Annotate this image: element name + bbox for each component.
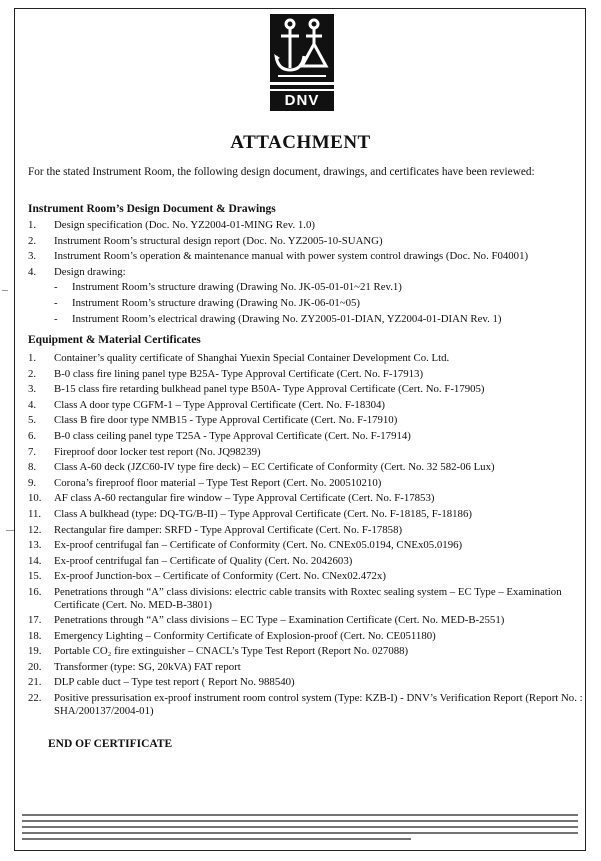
list-item-text: Design specification (Doc. No. YZ2004-01-MING Rev. 1.0) [54, 219, 315, 231]
list-item-text: Rectangular fire damper: SRFD - Type Approval Certificate (Cert. No. F-17858) [54, 523, 403, 536]
list-item [28, 249, 584, 265]
list-item-text: Ex-proof Junction-box – Certificate of Conformity (Cert. No. CNex02.472x) [54, 570, 386, 583]
list-item-text: Design drawing: [54, 265, 126, 278]
list-item [28, 554, 584, 570]
list-number: 1. [28, 219, 37, 231]
list-item-text: B-0 class ceiling panel type T25A - Type Approval Certificate (Cert. No. F-17914) [54, 429, 411, 442]
list-number: 7. [28, 445, 37, 458]
list-number: 12. [28, 523, 42, 536]
list-item [28, 367, 584, 383]
list-number: 11. [28, 507, 42, 520]
list-item [28, 585, 584, 613]
list-item-text: Instrument Room’s structure drawing (Drawing No. JK-05-01-01~21 Rev.1) [72, 281, 402, 294]
list-number: 2. [28, 367, 37, 380]
list-item-text: Class B fire door type NMB15 - Type Approval Certificate (Cert. No. F-17910) [54, 414, 398, 427]
list-item-text: Corona’s fireproof floor material – Type Test Report (Cert. No. 200510210) [54, 476, 382, 489]
list-number: 15. [28, 570, 42, 583]
list-item-text: Ex-proof centrifugal fan – Certificate of Conformity (Cert. No. CNEx05.0194, CNEx05.0196) [54, 539, 463, 552]
list-item [28, 613, 584, 629]
intro-paragraph: For the stated Instrument Room, the following design document, drawings, and certificates have been reviewed: [28, 166, 535, 178]
list-item [28, 476, 584, 492]
list-number: 17. [28, 613, 42, 626]
fine-print-disclaimer [22, 814, 578, 844]
list-item-text: Ex-proof centrifugal fan – Certificate of Quality (Cert. No. 2042603) [54, 554, 353, 567]
list-subitem [28, 280, 584, 296]
list-item-text: Portable CO₂ fire extinguisher – CNACL’s Type Test Report (Report No. 027088) [54, 645, 409, 658]
list-item-text: Container’s quality certificate of Shanghai Yuexin Special Container Development Co. Ltd. [54, 352, 450, 364]
list-item [28, 218, 584, 234]
list-dash: - [54, 281, 58, 294]
list-dash: - [54, 312, 58, 325]
list-subitem [28, 312, 584, 328]
logo-wordmark: DNV [270, 91, 334, 111]
list-number: 2. [28, 234, 37, 247]
list-item-text: DLP cable duct – Type test report ( Report No. 988540) [54, 676, 295, 689]
list-item-text: Fireproof door locker test report (No. JQ98239) [54, 445, 261, 458]
list-item [28, 507, 584, 523]
list-dash: - [54, 296, 58, 309]
section-heading-certificates: Equipment & Material Certificates [28, 334, 201, 346]
margin-mark [6, 530, 14, 531]
list-number: 21. [28, 676, 42, 689]
list-item-text: Instrument Room’s structural design report (Doc. No. YZ2005-10-SUANG) [54, 234, 383, 247]
list-item-text: B-0 class fire lining panel type B25A- Type Approval Certificate (Cert. No. F-17913) [54, 367, 424, 380]
list-number: 3. [28, 383, 37, 396]
list-item-text: Penetrations through “A” class divisions – EC Type – Examination Certificate (Cert. No. MED-B-2551) [54, 613, 505, 626]
design-document-list [28, 218, 584, 327]
page-title: ATTACHMENT [230, 132, 371, 153]
list-item-text: B-15 class fire retarding bulkhead panel type B50A- Type Approval Certificate (Cert. No. F-17905) [54, 383, 485, 396]
list-number: 16. [28, 585, 42, 598]
list-item [28, 429, 584, 445]
list-item [28, 382, 584, 398]
list-item [28, 675, 584, 691]
list-item-text: Emergency Lighting – Conformity Certificate of Explosion-proof (Cert. No. CE051180) [54, 629, 436, 642]
list-item [28, 629, 584, 645]
list-item [28, 523, 584, 539]
list-number: 18. [28, 629, 42, 642]
list-number: 20. [28, 660, 42, 673]
section-heading-design: Instrument Room’s Design Document & Drawings [28, 203, 276, 215]
margin-mark [2, 290, 8, 291]
logo-divider [270, 85, 334, 89]
list-item-text: Instrument Room’s operation & maintenance manual with power system control drawings (Doc. No. F04001) [54, 250, 529, 263]
list-number: 22. [28, 691, 42, 704]
certificate-list [28, 351, 584, 719]
list-item [28, 491, 584, 507]
list-item [28, 460, 584, 476]
list-number: 3. [28, 250, 37, 263]
list-number: 14. [28, 554, 42, 567]
list-number: 9. [28, 476, 37, 489]
list-item-text: Instrument Room’s electrical drawing (Drawing No. ZY2005-01-DIAN, YZ2004-01-DIAN Rev. 1) [72, 312, 502, 325]
list-item [28, 691, 584, 719]
list-item-text: Class A door type CGFM-1 – Type Approval Certificate (Cert. No. F-18304) [54, 398, 386, 411]
anchor-emblem-icon [270, 14, 334, 82]
list-item [28, 538, 584, 554]
list-number: 13. [28, 539, 42, 552]
list-item-text: Instrument Room’s structure drawing (Drawing No. JK-06-01~05) [72, 296, 361, 309]
list-item [28, 660, 584, 676]
list-number: 4. [28, 398, 37, 411]
list-item [28, 351, 584, 367]
list-item-text: Class A-60 deck (JZC60-IV type fire deck) – EC Certificate of Conformity (Cert. No. 32 582-06 Lux) [54, 461, 495, 474]
list-number: 8. [28, 461, 37, 474]
list-number: 5. [28, 414, 37, 427]
list-item-text: AF class A-60 rectangular fire window – Type Approval Certificate (Cert. No. F-17853) [54, 492, 435, 505]
end-of-certificate: END OF CERTIFICATE [48, 738, 173, 750]
list-item-text: Positive pressurisation ex-proof instrument room control system (Type: KZB-I) - DNV’s Verification Report (Report No. : SHA/200137/2004-01) [54, 691, 583, 717]
list-item-text: Transformer (type: SG, 20kVA) FAT report [54, 660, 241, 673]
list-number: 1. [28, 352, 37, 364]
list-item [28, 644, 584, 660]
list-subitem [28, 296, 584, 312]
list-number: 10. [28, 492, 42, 505]
list-item [28, 445, 584, 461]
list-item [28, 234, 584, 250]
list-item-text: Class A bulkhead (type: DQ-TG/B-II) – Type Approval Certificate (Cert. No. F-18185, F-18186) [54, 507, 472, 520]
list-number: 4. [28, 265, 37, 278]
list-item [28, 398, 584, 414]
list-number: 6. [28, 429, 37, 442]
dnv-logo [270, 14, 334, 112]
list-item-text: Penetrations through “A” class divisions: electric cable transits with Roxtec sealing system – EC Type – Examination Certificate (Cert. No. MED-B-3801) [54, 585, 562, 611]
list-item [28, 569, 584, 585]
list-item [28, 413, 584, 429]
list-number: 19. [28, 645, 42, 658]
list-item [28, 265, 584, 281]
